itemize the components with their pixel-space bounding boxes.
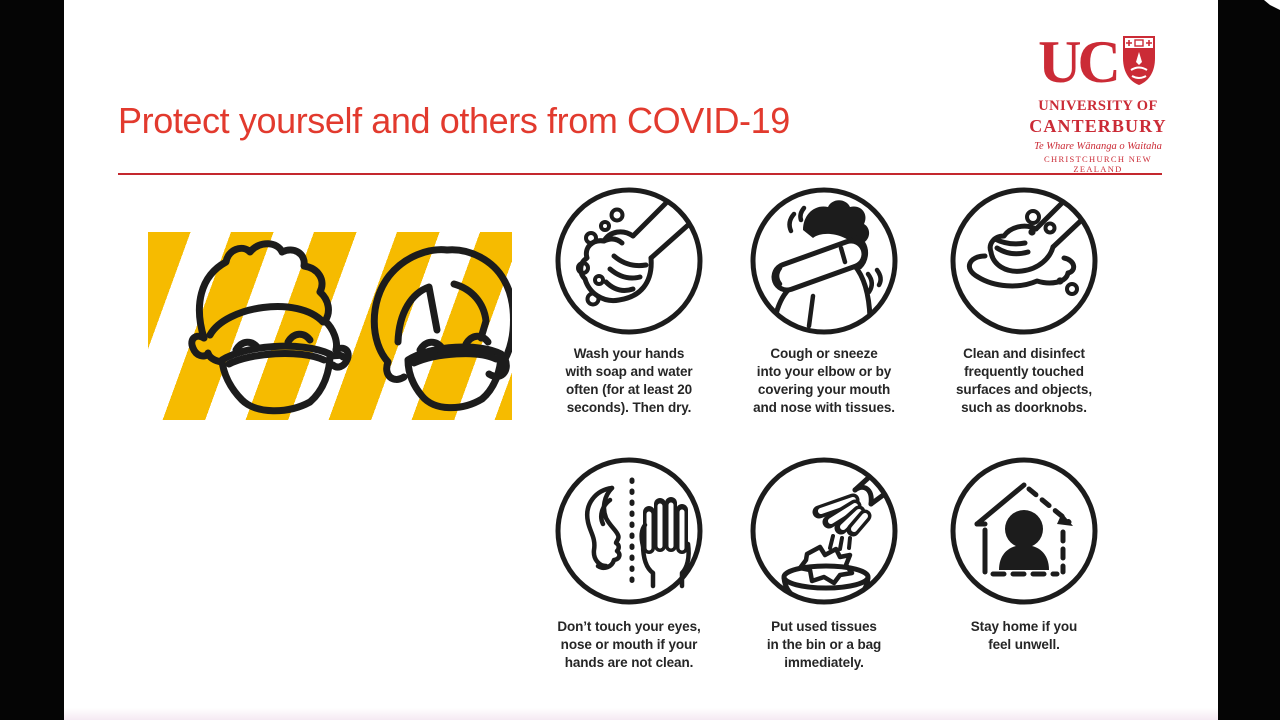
- uc-logo-row: [1028, 29, 1168, 96]
- clean-disinfect-icon: [949, 186, 1099, 336]
- tip-clean-disinfect: [934, 186, 1114, 417]
- tissues-bin-icon: [749, 456, 899, 606]
- tip-caption: Stay home if you feel unwell.: [970, 619, 1078, 652]
- bottom-edge-tint: [64, 708, 1218, 720]
- tip-wash-hands: [539, 186, 719, 417]
- uc-crest-icon: [1120, 34, 1158, 88]
- tip-tissues-bin: [734, 456, 914, 672]
- stay-home-icon: [949, 456, 1099, 606]
- uc-logo-canterbury: CANTERBURY: [1029, 116, 1167, 136]
- tip-caption: Wash your hands with soap and water often (for at least 20 seconds). Then dry.: [565, 346, 693, 415]
- uc-logo-city: CHRISTCHURCH NEW ZEALAND: [1044, 154, 1152, 174]
- tip-caption: Don’t touch your eyes, nose or mouth if your hands are not clean.: [557, 619, 701, 670]
- title-rule: [118, 173, 1162, 175]
- wash-hands-icon: [554, 186, 704, 336]
- tip-stay-home: [934, 456, 1114, 654]
- uc-logo: [1028, 29, 1168, 174]
- uc-logo-maori-name: Te Whare Wānanga o Waitaha: [1034, 141, 1162, 152]
- slide: [64, 0, 1218, 720]
- page-title: Protect yourself and others from COVID-19: [118, 100, 790, 141]
- uc-monogram: UC: [1038, 29, 1117, 95]
- uc-logo-university-of: UNIVERSITY OF: [1038, 98, 1158, 114]
- tip-caption: Clean and disinfect frequently touched surfaces and objects, such as doorknobs.: [956, 346, 1092, 415]
- masked-children-icon: [148, 232, 512, 420]
- mouse-cursor[interactable]: [1264, 0, 1280, 11]
- tip-dont-touch-face: [539, 456, 719, 672]
- tip-cough-sneeze: [734, 186, 914, 417]
- tip-caption: Cough or sneeze into your elbow or by covering your mouth and nose with tissues.: [753, 346, 895, 415]
- dont-touch-face-icon: [554, 456, 704, 606]
- masked-people-illustration: [148, 232, 512, 420]
- cough-sneeze-icon: [749, 186, 899, 336]
- tip-caption: Put used tissues in the bin or a bag immediately.: [766, 619, 882, 670]
